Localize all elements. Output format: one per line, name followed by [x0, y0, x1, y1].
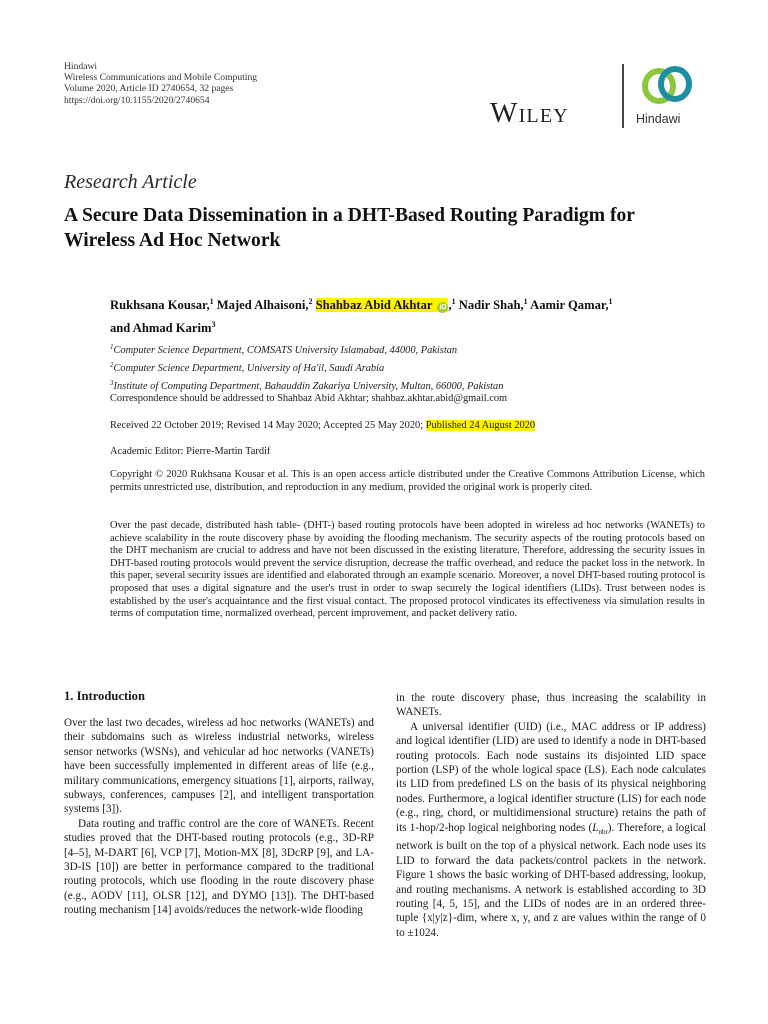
article-title: A Secure Data Dissemination in a DHT-Based Routing Paradigm for Wireless Ad Hoc Network	[64, 205, 635, 251]
body-column-right	[396, 691, 706, 940]
body-column-left	[64, 688, 374, 918]
journal-info	[64, 61, 257, 106]
affiliation-sup: 1	[110, 343, 114, 351]
body-paragraph: in the route discovery phase, thus increasing the scalability in WANETs.	[396, 692, 706, 719]
correspondence: Correspondence should be addressed to Shahbaz Abid Akhtar; shahbaz.akhtar.abid@gmail.com	[110, 393, 508, 404]
author-name[interactable]: Nadir Shah,	[458, 298, 524, 312]
hindawi-logo-icon	[638, 62, 696, 108]
copyright-notice: Copyright © 2020 Rukhsana Kousar et al. This is an open access article distributed under the Creative Commons Attribution License, which permits unrestricted use, distribution, and reproduction in any medium, provided the original work is properly cited.	[110, 469, 705, 493]
dates-text: Received 22 October 2019; Revised 14 May 2020; Accepted 25 May 2020;	[110, 420, 426, 431]
abstract: Over the past decade, distributed hash table- (DHT-) based routing protocols have been adopted in wireless ad hoc networks (WANETs) to achieve scalability in the route discovery phase by avoiding the flooding mechanism. The security aspects of the routing protocols based on the DHT mechanism are crucial to address and have not been discussed in the existing literature. Therefore, addressing the security issues in DHT-based routing protocols would prevent the service disruption, decrease the traffic overhead, and reduce the packet loss in the network. In this paper, several security issues are identified and elaborated through an example scenario. Moreover, a novel DHT-based routing protocol is proposed that uses a digital signature and the user's trust in order to swap securely the logical identifiers (LIDs). Trust between nodes is established by the user's acquaintance and the first visual contact. The proposed protocol vindicates its effectiveness via simulation results in terms of computation time, normalized overhead, percent improvement, and packet delivery ratio.	[110, 520, 705, 620]
volume-info: Volume 2020, Article ID 2740654, 32 pages	[64, 83, 234, 95]
author-name-highlighted[interactable]	[316, 298, 449, 312]
body-paragraph: Data routing and traffic control are the core of WANETs. Recent studies proved that the DHT-based routing protocols (e.g., 3D-RP [4–5], M-DART [6], VCP [7], Motion-MX [8], 3DcRP [9], and LA-3D-IS [10]) are better in performance compared to the traditional routing protocols, which use flooding in the route discovery phase (e.g., AODV [11], OLSR [12], and DYMO [13]). The DHT-based routing mechanism [14] avoids/reduces the network-wide flooding	[64, 817, 374, 917]
affiliation-item	[110, 358, 503, 376]
author-name[interactable]: Majed Alhaisoni,	[216, 298, 309, 312]
hindawi-logo-text: Hindawi	[636, 112, 681, 126]
article-dates	[110, 419, 535, 432]
academic-editor: Academic Editor: Pierre-Martin Tardif	[110, 446, 271, 457]
author-affil-sup: 3	[211, 320, 216, 329]
author-affil-sup: 1	[608, 297, 613, 306]
brand-divider	[622, 64, 624, 128]
author-name[interactable]: and Ahmad Karim	[110, 321, 212, 335]
author-affil-sup: 1	[523, 297, 528, 306]
author-name[interactable]: Rukhsana Kousar,	[110, 298, 210, 312]
author-affil-sup: 1	[451, 297, 456, 306]
affiliation-text: Computer Science Department, University of Ha'il, Saudi Arabia	[113, 363, 385, 374]
affiliation-item	[110, 340, 503, 358]
body-paragraph	[396, 720, 706, 940]
publisher-branding	[490, 62, 710, 132]
author-list: Rukhsana Kousar,$^1$ Majed Alhaisoni,$^2$ Shahbaz Abid Akhtar iD ,$^1$ Nadir Shah,$^1$ Aamir Qamar,$^1$ and Ahmad Karim$^3$	[110, 297, 613, 335]
orcid-icon[interactable]: iD	[439, 304, 447, 311]
publisher-name: Hindawi	[64, 61, 98, 72]
author-affil-sup: 2	[308, 297, 313, 306]
affiliations	[110, 340, 503, 394]
math-symbol: L	[592, 821, 599, 834]
doi-link[interactable]: https://doi.org/10.1155/2020/2740654	[64, 94, 210, 106]
journal-name: Wireless Communications and Mobile Computing	[64, 72, 258, 84]
author-name: Shahbaz Abid Akhtar	[315, 298, 433, 312]
published-date: Published 24 August 2020	[425, 420, 536, 431]
author-name[interactable]: Aamir Qamar,	[530, 298, 609, 312]
affiliation-sup: 3	[110, 379, 114, 387]
body-paragraph: Over the last two decades, wireless ad hoc networks (WANETs) and their subdomains such as wireless industrial networks, wireless sensor networks (WSNs), and vehicular ad hoc networks (VANETs) have been successfully implemented in different areas of life (e.g., military communications, emergency situations [1], airports, railway, subways, conferences, campuses [2], and intelligent transportation systems [3]).	[64, 717, 374, 816]
affiliation-sup: 2	[110, 361, 114, 369]
paragraph-text: ). Therefore, a logical network is built on the top of a physical network. Each node uses its LID to forward the data packets/control packets in the network. Figure 1 shows the basic working of DHT-based addressing, lookup, and routing mechanisms. A network is established according to 3D routing [4, 5, 15], and the LIDs of nodes are in an ordered three-tuple {x|y|z}-dim, where x, y, and z are values within the range of 0 to ±1024.	[396, 821, 706, 939]
paragraph-text: A universal identifier (UID) (i.e., MAC address or IP address) and logical identifier (LID) are used to identify a node in DHT-based routing protocols. Each node sustains its disjointed LID space portion (LSP) of the whole logical space (LS). Each node calculates its LID from predefined LS on the basis of its physical neighboring nodes. Furthermore, a logical identifier structure (LIS) for each node (e.g., ring, chord, or multidimensional structure) retains the path of its 1-hop/2-hop logical neighboring nodes (	[396, 720, 706, 834]
article-type: Research Article	[64, 171, 197, 193]
affiliation-text: Institute of Computing Department, Bahauddin Zakariya University, Multan, 66000, Pakistan	[113, 381, 504, 392]
author-affil-sup: 1	[209, 297, 214, 306]
affiliation-text: Computer Science Department, COMSATS University Islamabad, 44000, Pakistan	[113, 345, 458, 356]
math-subscript: nbr	[598, 827, 608, 836]
section-heading: 1. Introduction	[64, 689, 145, 703]
wiley-logo: Wiley	[490, 97, 569, 129]
